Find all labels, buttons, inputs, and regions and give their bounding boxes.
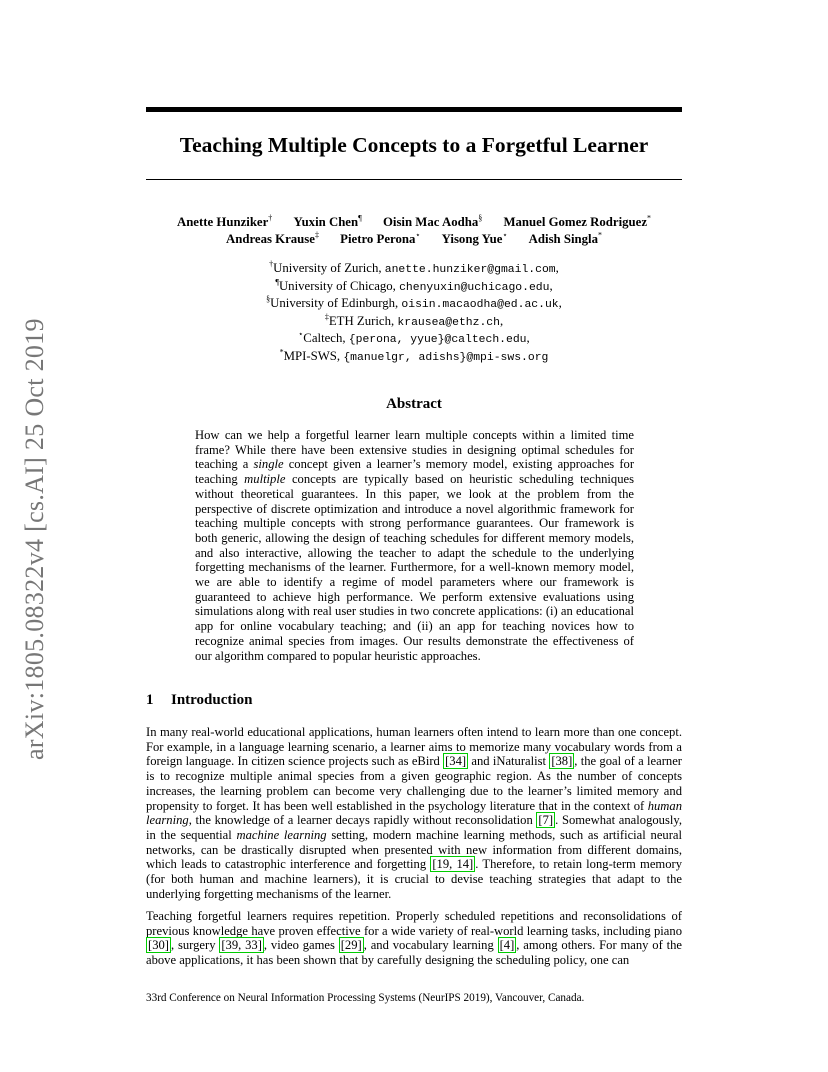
title-top-rule (146, 107, 682, 112)
text-run: , surgery (170, 938, 220, 953)
title-bottom-rule (146, 179, 682, 180)
author (294, 215, 362, 229)
citation-link[interactable]: [4] (499, 938, 515, 953)
author (529, 232, 602, 246)
text-emphasis: human learning (146, 798, 682, 828)
author-name: Anette Hunziker (176, 215, 269, 229)
conference-footnote: 33rd Conference on Neural Information Processing Systems (NeurIPS 2019), Vancouver, Canada. (146, 992, 585, 1004)
author-mark: † (268, 213, 273, 223)
author (503, 215, 651, 229)
author-name: Pietro Perona (340, 232, 416, 246)
author-mark: ‡ (314, 230, 319, 240)
affiliation-text: University of Zurich, (273, 261, 385, 275)
intro-paragraph-1 (146, 725, 682, 901)
author-name: Oisin Mac Aodha (382, 215, 479, 229)
author-name: Manuel Gomez Rodriguez (503, 215, 648, 229)
text-run: , the knowledge of a learner decays rapidly without reconsolidation (188, 813, 537, 828)
citation-link[interactable]: [38] (551, 754, 573, 769)
affiliation-line (146, 349, 682, 367)
affiliation-text: University of Edinburgh, (270, 296, 402, 311)
author (383, 215, 482, 229)
affiliation-mark: ¶ (275, 277, 279, 287)
abstract-part: concepts are typically based on heuristic scheduling techniques without theoretical guarantees. In this paper, we look at the problem from the perspective of discrete optimization and introduce a novel algorithmic framework for teaching multiple concepts with strong performance guarantees. Our framework is both generic, allowing the design of teaching schedules for different memory models, and also interactive, allowing the teacher to adapt the schedule to the underlying forgetting mechanisms of the learner. Furthermore, for a well-known memory model, we are able to identify a regime of model parameters where our framework is guaranteed to achieve high performance. We perform extensive evaluations using simulations along with real user studies in two concrete applications: (i) an educational app for online vocabulary teaching; and (ii) an app for teaching novices how to recognize animal species from images. Our results demonstrate the effectiveness of our algorithm compared to popular heuristic approaches. (195, 472, 634, 663)
affiliation-email: anette.hunziker@gmail.com (384, 264, 556, 276)
text-run: and iNaturalist (468, 754, 550, 769)
text-run: , the goal of a learner is to recognize multiple animal species from a given geographic region. As the number of concepts increases, the learning problem can become very challenging due to the learner’s limited memory and propensity to forget. It has been well established in the psychology literature that in the context of (146, 754, 682, 813)
text-run: . Therefore, to retain long-term memory (for both human and machine learners), it is crucial to devise teaching strategies that adapt to the underlying forgetting mechanisms of the learner. (146, 857, 683, 901)
author-mark: * (598, 230, 603, 240)
author-mark: ¶ (358, 213, 362, 223)
affiliation-text: ETH Zurich, (328, 313, 398, 328)
author-mark: ⋆ (502, 230, 508, 240)
abstract-emphasis: single (253, 457, 284, 472)
text-run: , among others. For many of the above applications, it has been shown that by carefully designing the scheduling policy, one can (146, 938, 683, 968)
text-run: setting, modern machine learning methods, such as artificial neural networks, can be drastically disrupted when presented with new information from different domains, which leads to catastrophic interference and forgetting (146, 827, 682, 872)
affiliation-line (146, 279, 682, 297)
affiliation-email: krausea@ethz.ch (397, 316, 500, 329)
abstract-emphasis: multiple (244, 472, 286, 487)
abstract-part: concept given a learner’s memory model, existing approaches for teaching (195, 457, 635, 487)
affiliation-tail: , (555, 261, 559, 275)
text-run: , and vocabulary learning (363, 938, 498, 953)
author (340, 232, 420, 246)
author-name: Adish Singla (528, 232, 599, 246)
citation-link[interactable]: [34] (445, 754, 467, 769)
author-row-1 (146, 214, 682, 231)
affiliation-email: {perona, yyue}@caltech.edu (348, 334, 527, 347)
author (442, 232, 508, 246)
affiliation-mark: * (279, 347, 284, 357)
affiliation-tail: , (526, 331, 530, 346)
author (226, 232, 319, 246)
arxiv-stamp: arXiv:1805.08322v4 [cs.AI] 25 Oct 2019 (20, 318, 49, 760)
affiliation-mark: § (266, 294, 271, 304)
citation-link[interactable]: [30] (148, 938, 169, 953)
author-row-2 (146, 231, 682, 248)
citation-link[interactable]: [29] (340, 938, 362, 953)
text-run: , video games (263, 938, 339, 953)
citation-link[interactable]: [7] (538, 813, 554, 828)
section-number: 1 (146, 692, 154, 708)
text-run: In many real-world educational applications, human learners often intend to learn more than one concept. For example, in a language learning scenario, a learner aims to memorize many vocabulary words from a foreign language. In citizen science projects such as eBird (146, 725, 682, 769)
affiliation-line (146, 331, 682, 349)
affiliation-mark: † (269, 259, 274, 269)
affiliation-line (146, 296, 682, 314)
text-emphasis: machine learning (236, 827, 327, 842)
affiliation-email: {manuelgr, adishs}@mpi-sws.org (343, 351, 549, 364)
paper-title: Teaching Multiple Concepts to a Forgetful Learner (179, 133, 649, 157)
author-name: Yuxin Chen (293, 215, 359, 229)
affiliation-tail: , (499, 313, 504, 328)
author (177, 215, 272, 229)
abstract-text (195, 428, 634, 663)
affiliation-email: oisin.macaodha@ed.ac.uk (401, 299, 559, 312)
affiliations (146, 261, 682, 367)
author-mark: § (478, 213, 483, 223)
affiliation-text: Caltech, (303, 331, 349, 346)
affiliation-mark: ⋆ (298, 330, 304, 340)
author-name: Andreas Krause (225, 232, 315, 246)
text-run: . Somewhat analogously, in the sequential (146, 813, 682, 842)
section-heading (146, 690, 252, 710)
affiliation-text: MPI-SWS, (283, 348, 344, 363)
section-title: Introduction (171, 692, 253, 708)
author-block (146, 214, 682, 248)
affiliation-tail: , (558, 296, 562, 311)
affiliation-mark: ‡ (324, 312, 329, 322)
abstract-heading: Abstract (386, 396, 442, 412)
affiliation-text: University of Chicago, (278, 278, 400, 293)
affiliation-line (146, 314, 682, 332)
affiliation-tail: , (549, 278, 553, 293)
affiliation-line (146, 261, 682, 279)
citation-link[interactable]: [19, 14] (432, 857, 474, 872)
affiliation-email: chenyuxin@uchicago.edu (399, 281, 550, 294)
text-run: Teaching forgetful learners requires repetition. Properly scheduled repetitions and reconsolidations of previous knowledge have proven effective for a wide variety of real-world learning tasks, including piano (146, 909, 682, 938)
author-mark: ⋆ (415, 230, 421, 240)
citation-link[interactable]: [39, 33] (221, 938, 262, 953)
author-mark: * (647, 213, 652, 223)
intro-paragraph-2 (146, 909, 682, 968)
author-name: Yisong Yue (441, 232, 503, 246)
abstract-part: How can we help a forgetful learner learn multiple concepts within a limited time frame? While there have been extensive studies in designing optimal schedules for teaching a (195, 428, 634, 472)
